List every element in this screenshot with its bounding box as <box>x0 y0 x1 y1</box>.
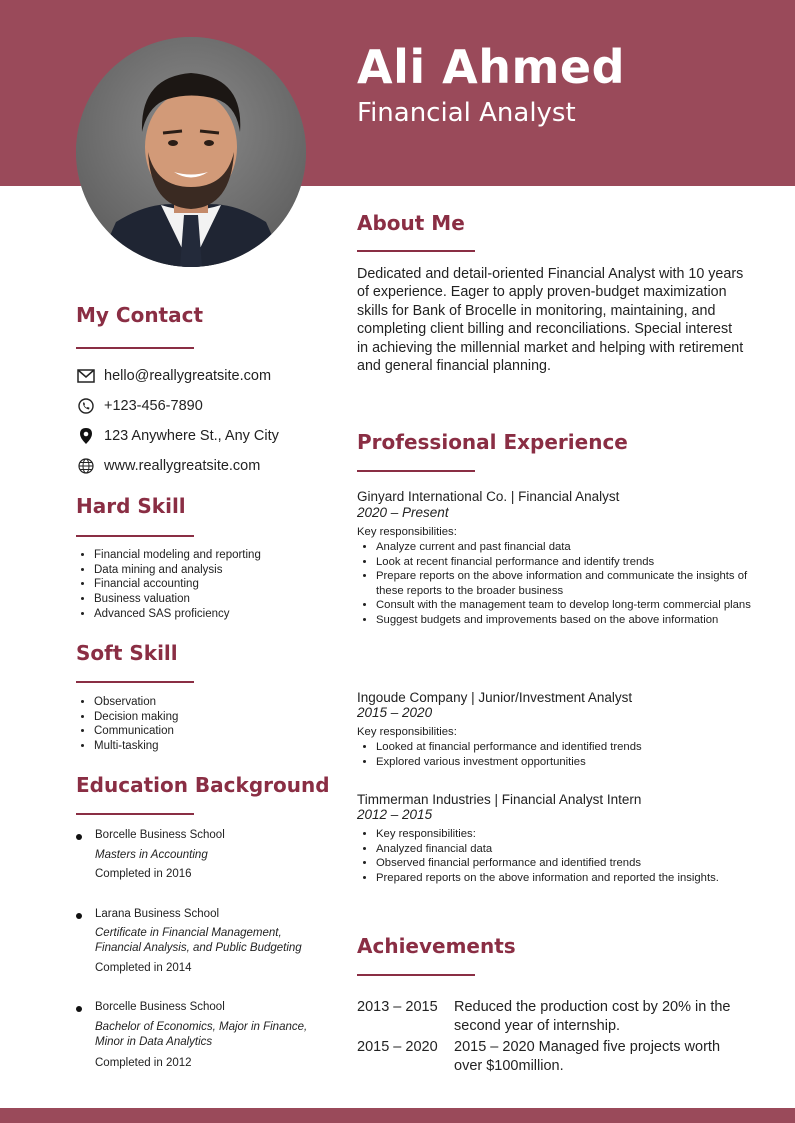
education-school: Borcelle Business School <box>95 1001 225 1013</box>
list-item: • Analyze current and past financial data <box>376 540 756 555</box>
list-item: • Look at recent financial performance and identify trends <box>376 555 756 570</box>
education-rule <box>76 813 194 815</box>
list-item: • Decision making <box>94 710 354 725</box>
contact-email-text: hello@reallygreatsite.com <box>104 368 272 384</box>
profile-photo <box>76 37 306 267</box>
list-item: • Data mining and analysis <box>94 563 354 578</box>
education-degree: Masters in Accounting <box>95 849 208 861</box>
globe-icon <box>76 457 96 475</box>
education-heading: Education Background <box>76 773 330 797</box>
contact-phone[interactable] <box>76 397 203 415</box>
job-responsibilities-label: Key responsibilities: <box>357 526 457 538</box>
footer-band <box>0 1108 795 1123</box>
achievements-heading: Achievements <box>357 934 516 958</box>
achievement-years: 2013 – 2015 <box>357 999 438 1015</box>
soft-skill-list <box>76 695 354 754</box>
list-item: • Explored various investment opportunities <box>376 755 756 770</box>
list-item: • Analyzed financial data <box>376 842 756 857</box>
job-date: 2012 – 2015 <box>357 807 433 822</box>
about-text: Dedicated and detail-oriented Financial Analyst with 10 years of experience. Eager to apply proven-budget maximization skills for Bank of Brocelle in monitoring, maintaining, and completing client billing and reconciliations. Special interest in achieving the millennial market and helping with retirement and general financial planning. <box>357 266 744 375</box>
list-item: • Financial modeling and reporting <box>94 548 354 563</box>
bullet-dot <box>76 913 82 919</box>
job-date: 2020 – Present <box>357 505 449 520</box>
education-degree: Bachelor of Economics, Major in Finance, <box>95 1021 308 1033</box>
list-item: • Prepare reports on the above information and communicate the insights of these reports to the broader business <box>376 569 756 598</box>
bullet-dot <box>76 834 82 840</box>
location-pin-icon <box>76 427 96 445</box>
contact-address <box>76 427 279 445</box>
contact-rule <box>76 347 194 349</box>
job-date: 2015 – 2020 <box>357 705 433 720</box>
education-completed: Completed in 2014 <box>95 962 192 974</box>
soft-skill-rule <box>76 681 194 683</box>
list-item: • Observed financial performance and identified trends <box>376 856 756 871</box>
soft-skill-heading: Soft Skill <box>76 641 178 665</box>
list-item: • Multi-tasking <box>94 739 354 754</box>
education-degree: Certificate in Financial Management, <box>95 927 282 939</box>
list-item: • Observation <box>94 695 354 710</box>
job-responsibilities-list <box>357 740 756 769</box>
job-responsibilities-label: Key responsibilities: <box>357 726 457 738</box>
hard-skill-list <box>76 548 354 622</box>
job-title: Ginyard International Co. | Financial Analyst <box>357 489 620 504</box>
achievement-years: 2015 – 2020 <box>357 1039 438 1055</box>
list-item: • Communication <box>94 724 354 739</box>
hard-skill-heading: Hard Skill <box>76 494 186 518</box>
job-responsibilities-list <box>357 540 756 627</box>
job-title: Timmerman Industries | Financial Analyst Intern <box>357 792 642 807</box>
candidate-name: Ali Ahmed <box>357 40 626 94</box>
experience-heading: Professional Experience <box>357 430 628 454</box>
list-item: • Advanced SAS proficiency <box>94 607 354 622</box>
candidate-title: Financial Analyst <box>357 98 576 128</box>
education-degree: Minor in Data Analytics <box>95 1036 213 1048</box>
contact-heading: My Contact <box>76 303 204 327</box>
contact-address-text: 123 Anywhere St., Any City <box>104 428 279 444</box>
achievements-rule <box>357 974 475 976</box>
list-item: • Prepared reports on the above information and reported the insights. <box>376 871 756 886</box>
mail-icon <box>76 367 96 385</box>
person-portrait-icon <box>76 37 306 267</box>
experience-rule <box>357 470 475 472</box>
education-completed: Completed in 2012 <box>95 1057 192 1069</box>
job-responsibilities-list <box>357 827 756 885</box>
about-rule <box>357 250 475 252</box>
contact-website-text: www.reallygreatsite.com <box>104 458 261 474</box>
bullet-dot <box>76 1006 82 1012</box>
education-school: Larana Business School <box>95 908 220 920</box>
about-heading: About Me <box>357 211 465 235</box>
achievement-text: Reduced the production cost by 20% in the second year of internship. <box>454 999 731 1034</box>
phone-icon <box>76 397 96 415</box>
contact-email[interactable] <box>76 367 271 385</box>
contact-website[interactable] <box>76 457 260 475</box>
achievement-text: 2015 – 2020 Managed five projects worth over $100million. <box>454 1039 721 1074</box>
list-item: • Suggest budgets and improvements based on the above information <box>376 613 756 628</box>
hard-skill-rule <box>76 535 194 537</box>
list-item: • Looked at financial performance and identified trends <box>376 740 756 755</box>
contact-phone-text: +123-456-7890 <box>104 398 203 414</box>
list-item: • Consult with the management team to develop long-term commercial plans <box>376 598 756 613</box>
list-item: • Business valuation <box>94 592 354 607</box>
list-item: • Financial accounting <box>94 577 354 592</box>
list-item: • Key responsibilities: <box>376 827 756 842</box>
education-school: Borcelle Business School <box>95 829 225 841</box>
job-title: Ingoude Company | Junior/Investment Analyst <box>357 690 633 705</box>
education-completed: Completed in 2016 <box>95 868 192 880</box>
education-degree: Financial Analysis, and Public Budgeting <box>95 942 302 954</box>
